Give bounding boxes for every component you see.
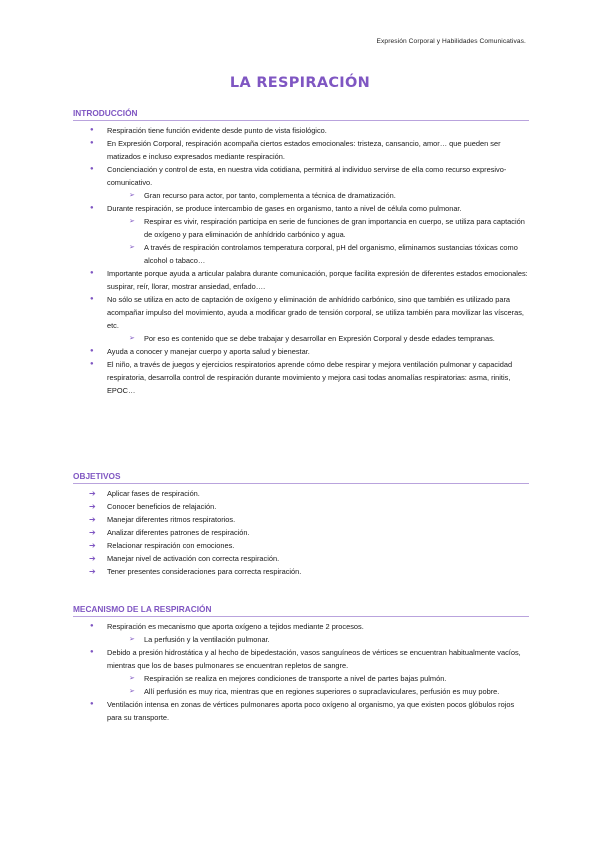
bullet-icon: ● (90, 296, 94, 302)
section-heading: MECANISMO DE LA RESPIRACIÓN (73, 604, 529, 617)
list-item: ● El niño, a través de juegos y ejercicios respiratorios aprende cómo debe respirar y mejora ventilación pulmonar y capacidad respiratoria, desarrolla control de respiración durante movimiento y mejora casi todas anomalías respiratorias: asma, rinitis, EPOC… (90, 360, 513, 395)
bullet-icon: ● (90, 701, 94, 707)
bullet-icon: ● (90, 649, 94, 655)
arrow-icon: ➔ (89, 554, 96, 563)
sub-bullet-icon: ➢ (129, 218, 135, 225)
bullet-icon: ● (90, 623, 94, 629)
list-item: ● Ayuda a conocer y manejar cuerpo y aporta salud y bienestar. (90, 347, 310, 356)
arrow-icon: ➔ (89, 528, 96, 537)
list-item: ● Importante porque ayuda a articular palabra durante comunicación, porque facilita expresión de diferentes estados emocionales: suspirar, reír, llorar, mostrar ansiedad, enfado…. (90, 269, 528, 291)
bullet-icon: ● (90, 348, 94, 354)
list-item: ● Respiración tiene función evidente desde punto de vista fisiológico. (90, 126, 327, 135)
arrow-list (73, 487, 529, 578)
bullet-icon: ● (90, 270, 94, 276)
list-item: ● Ventilación intensa en zonas de vértices pulmonares aporta poco oxígeno al organismo, ya que existen pocos glóbulos rojos para su transporte. (90, 700, 515, 722)
section-heading: INTRODUCCIÓN (73, 108, 529, 121)
bullet-icon: ● (90, 127, 94, 133)
bullet-icon: ● (90, 140, 94, 146)
sub-bullet-icon: ➢ (129, 244, 135, 251)
arrow-icon: ➔ (89, 489, 96, 498)
sub-list-item: ➢ Por eso es contenido que se debe trabajar y desarrollar en Expresión Corporal y desde edades tempranas. (129, 334, 495, 343)
list-item: ● Respiración es mecanismo que aporta oxígeno a tejidos mediante 2 procesos. (90, 622, 364, 631)
arrow-icon: ➔ (89, 567, 96, 576)
arrow-icon: ➔ (89, 541, 96, 550)
list-item: ➔ Manejar nivel de activación con correcta respiración. (89, 554, 280, 563)
section-mecanismo (73, 604, 529, 724)
list-item: ➔ Analizar diferentes patrones de respiración. (89, 528, 250, 537)
arrow-icon: ➔ (89, 502, 96, 511)
section-introduccion (73, 108, 529, 397)
list-item: ● En Expresión Corporal, respiración acompaña ciertos estados emocionales: tristeza, cansancio, amor… que pueden ser matizados e incluso expresados mediante respiración. (90, 139, 501, 161)
sub-list-item: ➢ Allí perfusión es muy rica, mientras que en regiones superiores o supraclaviculares, perfusión es muy pobre. (129, 687, 500, 696)
bullet-icon: ● (90, 166, 94, 172)
bullet-icon: ● (90, 205, 94, 211)
page-title: LA RESPIRACIÓN (229, 75, 371, 91)
list-item: ● No sólo se utiliza en acto de captación de oxígeno y eliminación de anhídrido carbónico, sino que también es utilizado para acompañar impulso del movimiento, ayuda a modificar grado de tensión corporal, se utiliza también para movilizar las vísceras, etc. (90, 295, 524, 330)
list-item: ➔ Manejar diferentes ritmos respiratorios. (89, 515, 236, 524)
arrow-icon: ➔ (89, 515, 96, 524)
section-objetivos (73, 471, 529, 578)
sub-list-item: ➢ La perfusión y la ventilación pulmonar. (129, 635, 270, 644)
list-item: ➔ Relacionar respiración con emociones. (89, 541, 235, 550)
sub-list-item: ➢ Respirar es vivir, respiración participa en serie de funciones de gran importancia en cuerpo, se utiliza para captación de oxígeno y para eliminación de anhídrido carbónico y agua. (129, 217, 525, 239)
section-heading: OBJETIVOS (73, 471, 529, 484)
list-item: ● Concienciación y control de esta, en nuestra vida cotidiana, permitirá al individuo servirse de ella como recurso expresivo-comunicativo. (90, 165, 507, 187)
list-item: ➔ Conocer beneficios de relajación. (89, 502, 217, 511)
running-header: Expresión Corporal y Habilidades Comunicativas. (376, 38, 526, 45)
bullet-icon: ● (90, 361, 94, 367)
list-item: ● Durante respiración, se produce intercambio de gases en organismo, tanto a nivel de célula como pulmonar. (90, 204, 462, 213)
sub-bullet-icon: ➢ (129, 192, 135, 199)
sub-bullet-icon: ➢ (129, 675, 135, 682)
bullet-list (73, 124, 529, 397)
sub-list-item: ➢ Respiración se realiza en mejores condiciones de transporte a nivel de partes bajas pulmón. (129, 674, 447, 683)
sub-list-item: ➢ A través de respiración controlamos temperatura corporal, pH del organismo, eliminamos sustancias tóxicas como alcohol o tabaco… (129, 243, 518, 265)
list-item: ● Debido a presión hidrostática y al hecho de bipedestación, vasos sanguíneos de vértices se encuentran habitualmente vacíos, mientras que los de bases pulmonares se encuentran repletos de sangre. (90, 648, 521, 670)
sub-bullet-icon: ➢ (129, 688, 135, 695)
list-item: ➔ Aplicar fases de respiración. (89, 489, 200, 498)
list-item: ➔ Tener presentes consideraciones para correcta respiración. (89, 567, 302, 576)
sub-list-item: ➢ Gran recurso para actor, por tanto, complementa a técnica de dramatización. (129, 191, 396, 200)
sub-bullet-icon: ➢ (129, 335, 135, 342)
sub-bullet-icon: ➢ (129, 636, 135, 643)
bullet-list (73, 620, 529, 724)
